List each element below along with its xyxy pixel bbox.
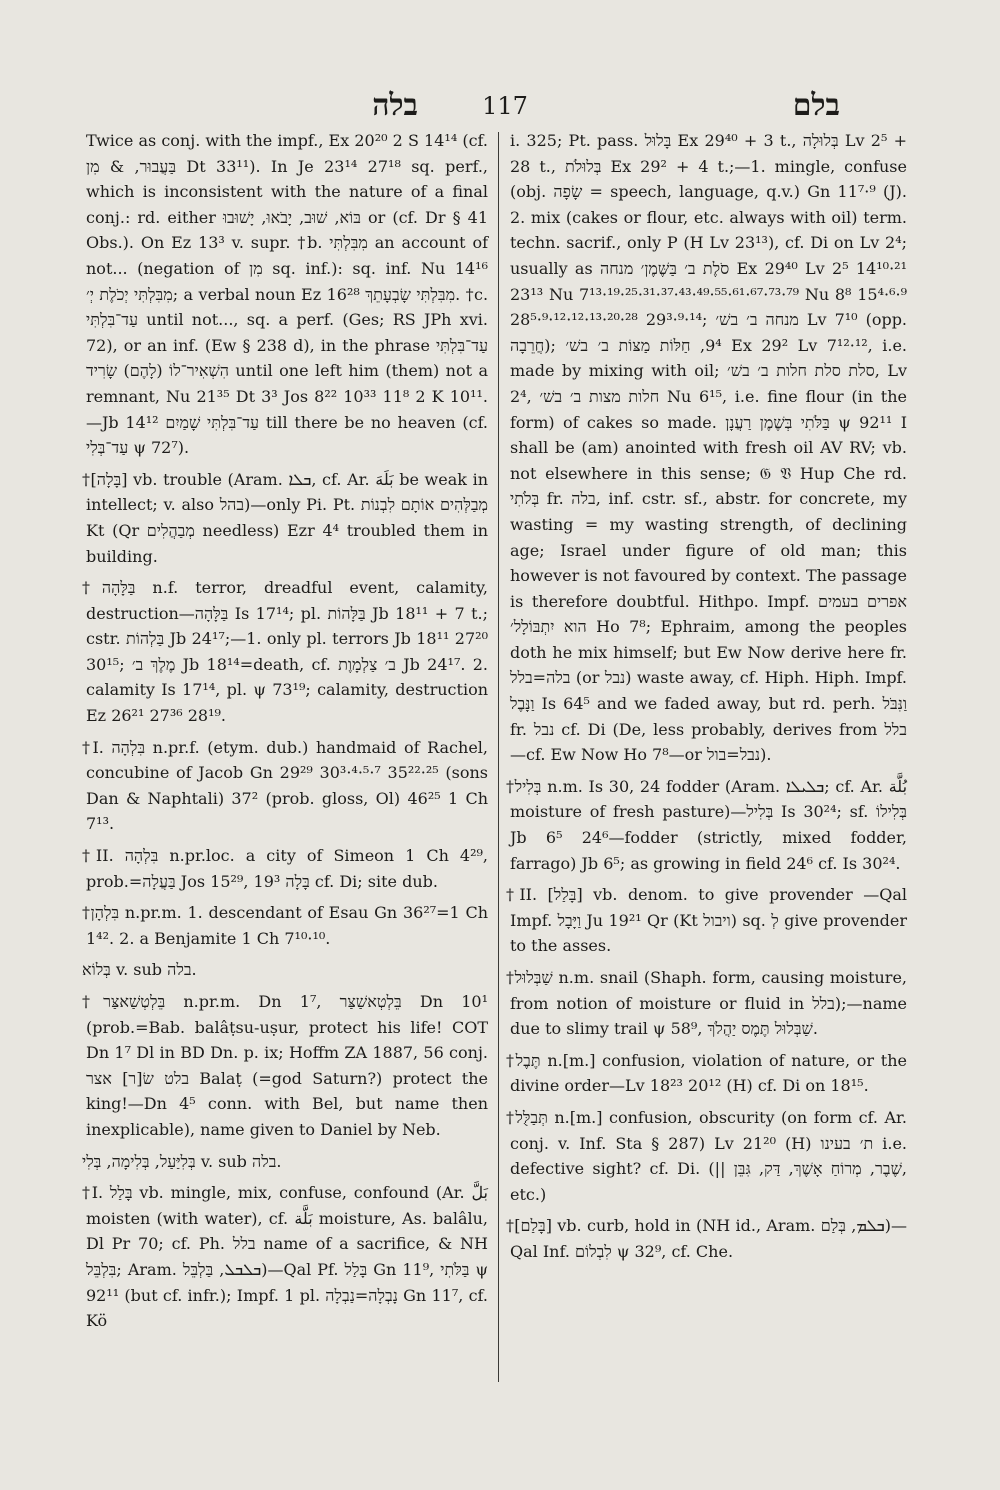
entry-bilhah-1: †I. בִּלְהָה n.pr.f. (etym. dub.) handmaid of Rachel, concubine of Jacob Gn 29²⁹ 30³·⁴·⁵·⁷ 35²²·²⁵ (sons Dan & Naphtali) 37² (prob. gloss, Ol) 46²⁵ 1 Ch 7¹³. xyxy=(82,737,488,834)
entry-ballahah: †בַּלָּהָה n.f. terror, dreadful event, calamity, destruction—בַּלָּהָה Is 17¹⁴; pl. בַּלָּהוֹת Jb 18¹¹ + 7 t.; cstr. בַּלְהוֹת Jb 24¹⁷;—1. only pl. terrors Jb 18¹¹ 27²⁰ 30¹⁵; מֶלֶךְ ב׳ Jb 18¹⁴=death, cf. ב׳ צַלְמָוֶת Jb 24¹⁷. 2. calamity Is 17¹⁴, pl. ψ 73¹⁹; calamity, destruction Ez 26²¹ 27³⁶ 28¹⁹. xyxy=(82,578,489,726)
page-number: 117 xyxy=(482,92,528,120)
entry-shabbelul: †שַׁבְּלוּל n.m. snail (Shaph. form, causing moisture, from notion of moisture or fluid in בלל);—name due to slimy trail ψ 58⁹, שַׁבְּלוּל תֶּמֶס יַהֲלֹךְ. xyxy=(506,968,908,1039)
entry-bilhah-2: †II. בִּלְהָה n.pr.loc. a city of Simeon 1 Ch 4²⁹, prob.=בַּעֲלָה Jos 15²⁹, בָּלָה 19³ cf. Di; site dub. xyxy=(82,846,488,891)
entry-beliyaal: בְּלִיַּעַל, בְּלִימָה, בְּלִי v. sub בלה. xyxy=(82,1151,282,1171)
page-header xyxy=(0,86,1000,126)
entry-teballul: †תְּבַלֻּל n.[m.] confusion, obscurity (on form cf. Ar. conj. v. Inf. Sta § 287) Lv 21²⁰ (H) ת׳ בעינו i.e. defective sight? cf. Di. (|| שֶׁבֶר, מְרוֹחַ אָשֶׁךְ, דַּק, גִּבֵּן, etc.) xyxy=(506,1107,908,1204)
entry-belteshazzar: †בֵּלְטְשַׁאצַּר n.pr.m. Dn 1⁷, בֵּלְטְאשַׁצַּר Dn 10¹ (prob.=Bab. balâṭsu-uṣur, protect his life! COT Dn 1⁷ Dl in BD Dn. p. ix; Hoffm ZA 1887, 56 conj. בלט שׂ[ר] אצר Balaṭ (=god Saturn?) protect the king!—Dn 4⁵ conn. with Bel, but name then inexplicable), name given to Daniel by Neb. xyxy=(82,992,489,1139)
entry-balal-continued: i. 325; Pt. pass. בָּלוּל Ex 29⁴⁰ + 3 t., בְּלוּלָה Lv 2⁵ + 28 t., בְּלוּלֹת Ex 29² + 4 t.;—1. mingle, confuse (obj. שָׂפָה = speech, language, q.v.) Gn 11⁷·⁹ (J). 2. mix (cakes or flour, etc. always with oil) term. techn. sacrif., only P (H Lv 23¹³), cf. Di on Lv 2⁴; usually as סֹלֶת ב׳ בַּשֶּׁמֶן׳ מנחה Ex 29⁴⁰ Lv 2⁵ 14¹⁰·²¹ 23¹³ Nu 7¹³·¹⁹·²⁵·³¹·³⁷·⁴³·⁴⁹·⁵⁵·⁶¹·⁶⁷·⁷³·⁷⁹ Nu 8⁸ 15⁴·⁶·⁹ 28⁵·⁹·¹²·¹²·¹³·²⁰·²⁸ 29³·⁹·¹⁴; מנחה ב׳ בשׁ׳ Lv 7¹⁰ (opp. חֲרֵבָה); 9⁴, חַלּוֹת מַצּוֹת ב׳ בשׁ׳ Ex 29² Lv 7¹²·¹², i.e. made by mixing with oil; סלת סלת חלות ב׳ בשׁ׳, Lv 2⁴, חלות מצות ב׳ בשׁ׳ Nu 6¹⁵, i.e. fine flour (in the form) of cakes so made. בַּלֹּתִי בְּשֶׁמֶן רַעֲנָן ψ 92¹¹ I shall be (am) anointed with fresh oil AV RV; vb. not elsewhere in this sense; 𝔊 𝔙 Hup Che rd. בְּלֹתִי fr. בלה, inf. cstr. sf., abstr. for concrete, my wasting = my wasting strength, of declining age; Israel under figure of old man; this however is not favoured by context. The passage is therefore doubtful. Hithpo. Impf. אפרים בעמים הוא יִתְבּוֹלָל׳ Ho 7⁸; Ephraim, among the peoples doth he mix himself; but Ew Now derive here fr. בלה=בלל (or נבל) waste away, cf. Hiph. Hiph. Impf. וַנָּבֶל Is 64⁵ and we faded away, but rd. perh. וַנִּבֹּל fr. נבל cf. Di (De, less probably, derives from בלל —cf. Ew Now Ho 7⁸—or נבל=בול). xyxy=(510,131,908,765)
entry-balam: †[בָּלַם] vb. curb, hold in (NH id., Aram. ܒܠܡ, בְּלַם)—Qal Inf. לִבְלוֹם ψ 32⁹, cf. Che. xyxy=(506,1216,907,1261)
column-divider xyxy=(498,132,499,1382)
entry-balal-1: †I. בָּלַל vb. mingle, mix, confuse, confound (Ar. بَلَّ moisten (with water), cf. بَلَّة moisture, As. balâlu, Dl Pr 70; cf. Ph. בלל name of a sacrifice, & NH בִּלְבֵּל; Aram. ܒܠܒܠ, בַּלְבֵּל)—Qal Pf. בָּלַל Gn 11⁹, בַּלֹּתִי ψ 92¹¹ (but cf. infr.); Impf. 1 pl. נָבְלָה=נַבְלָה Gn 11⁷, cf. Kö xyxy=(82,1183,489,1331)
left-column xyxy=(82,128,489,1340)
entry-belo: בְּלוֹא v. sub בלה. xyxy=(82,960,197,980)
entry-belil: †בְּלִיל n.m. Is 30, 24 fodder (Aram. ܒܠܝܠܐ; cf. Ar. بُلَّة moisture of fresh pasture)—בְּלִיל Is 30²⁴; sf. בְּלִילוֹ Jb 6⁵ 24⁶—fodder (strictly, mixed fodder, farrago) Jb 6⁵; as growing in field 24⁶ cf. Is 30²⁴. xyxy=(506,776,908,873)
running-head-right: בלם xyxy=(792,88,840,123)
right-column xyxy=(506,128,908,1271)
entry-tebel: †תֶּבֶל n.[m.] confusion, violation of nature, or the divine order—Lv 18²³ 20¹² (H) cf. Di on 18¹⁵. xyxy=(506,1050,907,1096)
entry-balal-2: †II. [בָּלַל] vb. denom. to give provender —Qal Impf. וַיָּבָל Ju 19²¹ Qr (Kt ויבול) sq. לְ give provender to the asses. xyxy=(506,885,908,956)
entry-continuation: Twice as conj. with the impf., Ex 20²⁰ 2 S 14¹⁴ (cf. בַּעֲבוּר, & מִן Dt 33¹¹). In Je 23¹⁴ 27¹⁸ sq. perf., which is inconsistent with the nature of a final conj.: rd. either בּוֹא, שׁוּב, יָבֹאוּ, יָשׁוּבוּ or (cf. Dr § 41 Obs.). On Ez 13³ v. supr. †b. מִבִּלְתִּי an account of not... (negation of מִן sq. inf.): sq. inf. Nu 14¹⁶ מִבִּלְתִּי יְכֹלֶת יְ׳; a verbal noun Ez 16²⁸ מִבִּלְתִּי שָׂבְעָתֵךְ. †c. עַד־בִּלְתִּי until not..., sq. a perf. (Ges; RS JPh xvi. 72), or an inf. (Ew § 238 d), in the phrase עַד־בִּלְתִּי הִשְׁאִיר־לוֹ (לָהֶם) שָׂרִיד until one left him (them) not a remnant, Nu 21³⁵ Dt 3³ Jos 8²² 10³³ 11⁸ 2 K 10¹¹.—Jb 14¹² עַד־בִּלְתִּי שָׁמַיִם till there be no heaven (cf. עַד־בְּלִי ψ 72⁷). xyxy=(86,131,489,458)
entry-bilhan: †בִּלְהָן n.pr.m. 1. descendant of Esau Gn 36²⁷=1 Ch 1⁴². 2. a Benjamite 1 Ch 7¹⁰·¹⁰. xyxy=(82,903,489,948)
entry-balah-trouble: †[בָּלָה] vb. trouble (Aram. ܒܠܐ, cf. Ar. بَلَهَ be weak in intellect; v. also בהל)—only Pi. Pt. מְבַלְּהִים אוֹתָם לִבְנוֹת Kt (Qr מְבַהֲלִים needless) Ezr 4⁴ troubled them in building. xyxy=(82,469,489,566)
running-head-left: בלה xyxy=(372,88,418,123)
